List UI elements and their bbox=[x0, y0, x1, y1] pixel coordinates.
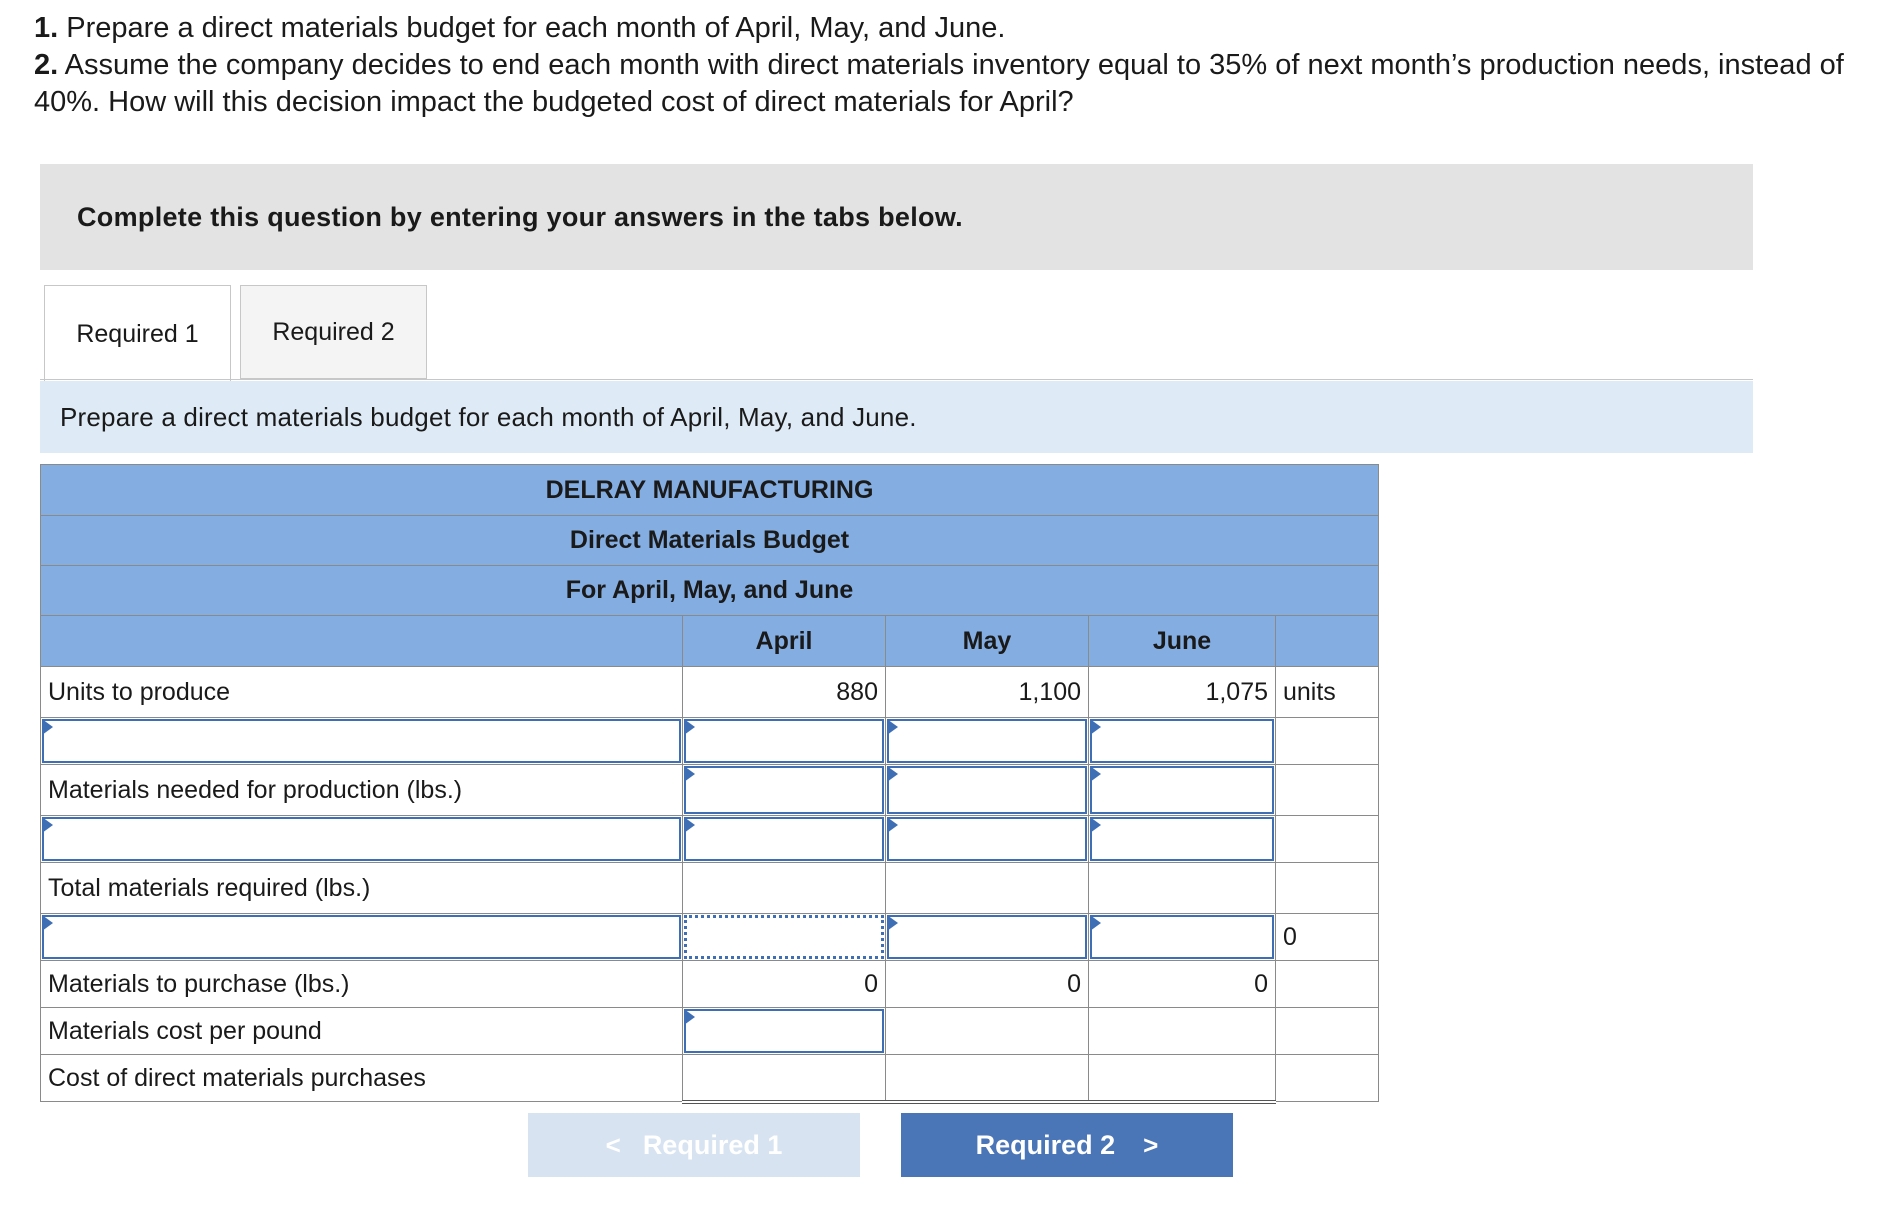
table-row bbox=[41, 961, 1379, 1008]
direct-materials-budget-table bbox=[40, 464, 1379, 1104]
april-input[interactable] bbox=[683, 816, 886, 863]
cell-june bbox=[1089, 1008, 1276, 1055]
cell-unit: units bbox=[1276, 667, 1379, 718]
table-row bbox=[41, 914, 1379, 961]
chevron-right-icon: > bbox=[1143, 1129, 1159, 1160]
row-label: Units to produce bbox=[41, 667, 683, 718]
cell-april: 0 bbox=[683, 961, 886, 1008]
cell-unit: 0 bbox=[1276, 914, 1379, 961]
cell-may: 1,100 bbox=[886, 667, 1089, 718]
prompt-text: Prepare a direct materials budget for each month of April, May, and June. bbox=[60, 401, 917, 432]
april-input[interactable] bbox=[683, 718, 886, 765]
column-header-april: April bbox=[683, 616, 886, 667]
next-required-2-button[interactable] bbox=[901, 1113, 1233, 1177]
cell-april bbox=[683, 863, 886, 914]
column-header-unit bbox=[1276, 616, 1379, 667]
question-2 bbox=[34, 47, 1884, 121]
row-label: Materials to purchase (lbs.) bbox=[41, 961, 683, 1008]
cell-unit bbox=[1276, 816, 1379, 863]
question-1 bbox=[34, 10, 1884, 47]
june-input[interactable] bbox=[1089, 816, 1276, 863]
april-input-focused[interactable] bbox=[683, 914, 886, 961]
cell-june bbox=[1089, 863, 1276, 914]
may-input[interactable] bbox=[886, 718, 1089, 765]
table-row bbox=[41, 667, 1379, 718]
cell-april: 880 bbox=[683, 667, 886, 718]
cell-may bbox=[886, 1008, 1089, 1055]
header-company-row bbox=[41, 465, 1379, 516]
cell-june: 1,075 bbox=[1089, 667, 1276, 718]
instruction-text: Complete this question by entering your answers in the tabs below. bbox=[77, 201, 963, 232]
row-label-input[interactable] bbox=[41, 718, 683, 765]
row-label: Cost of direct materials purchases bbox=[41, 1055, 683, 1102]
april-input[interactable] bbox=[683, 765, 886, 816]
prev-required-1-button[interactable] bbox=[528, 1113, 860, 1177]
cell-may: 0 bbox=[886, 961, 1089, 1008]
column-header-row bbox=[41, 616, 1379, 667]
table-row bbox=[41, 1055, 1379, 1102]
cell-may bbox=[886, 1055, 1089, 1102]
row-label: Materials needed for production (lbs.) bbox=[41, 765, 683, 816]
chevron-left-icon: < bbox=[605, 1129, 621, 1160]
april-cost-input[interactable] bbox=[683, 1008, 886, 1055]
cell-unit bbox=[1276, 1055, 1379, 1102]
may-input[interactable] bbox=[886, 765, 1089, 816]
prompt-banner bbox=[40, 381, 1753, 453]
may-input[interactable] bbox=[886, 914, 1089, 961]
row-label-input[interactable] bbox=[41, 816, 683, 863]
may-input[interactable] bbox=[886, 816, 1089, 863]
row-label-input[interactable] bbox=[41, 914, 683, 961]
column-header-blank bbox=[41, 616, 683, 667]
row-label: Materials cost per pound bbox=[41, 1008, 683, 1055]
prev-button-label: Required 1 bbox=[642, 1129, 783, 1160]
question-2-number: 2. bbox=[34, 49, 59, 81]
question-text bbox=[34, 10, 1884, 121]
table-row bbox=[41, 863, 1379, 914]
header-title-row bbox=[41, 516, 1379, 566]
company-name: DELRAY MANUFACTURING bbox=[41, 465, 1379, 516]
tab-required-1[interactable] bbox=[44, 285, 231, 382]
table-row bbox=[41, 765, 1379, 816]
question-2-text: Assume the company decides to end each month with direct materials inventory equal to 35% of next month’s production needs, instead of 40%. How will this decision impact the budgeted cost of direct materials for April? bbox=[34, 49, 1844, 118]
budget-period: For April, May, and June bbox=[41, 566, 1379, 616]
june-input[interactable] bbox=[1089, 718, 1276, 765]
table-row bbox=[41, 1008, 1379, 1055]
cell-unit bbox=[1276, 863, 1379, 914]
cell-unit bbox=[1276, 765, 1379, 816]
cell-june: 0 bbox=[1089, 961, 1276, 1008]
june-input[interactable] bbox=[1089, 914, 1276, 961]
instruction-banner bbox=[40, 164, 1753, 270]
column-header-june: June bbox=[1089, 616, 1276, 667]
column-header-may: May bbox=[886, 616, 1089, 667]
next-button-label: Required 2 bbox=[975, 1129, 1116, 1160]
tab-required-1-label: Required 1 bbox=[76, 319, 199, 348]
row-label: Total materials required (lbs.) bbox=[41, 863, 683, 914]
cell-unit bbox=[1276, 1008, 1379, 1055]
header-period-row bbox=[41, 566, 1379, 616]
june-input[interactable] bbox=[1089, 765, 1276, 816]
cell-unit bbox=[1276, 718, 1379, 765]
tab-required-2-label: Required 2 bbox=[272, 317, 395, 346]
table-row bbox=[41, 718, 1379, 765]
tab-divider bbox=[40, 379, 1753, 380]
question-1-number: 1. bbox=[34, 12, 59, 44]
cell-april bbox=[683, 1055, 886, 1102]
cell-unit bbox=[1276, 961, 1379, 1008]
cell-june bbox=[1089, 1055, 1276, 1102]
tab-required-2[interactable] bbox=[240, 285, 427, 379]
budget-title: Direct Materials Budget bbox=[41, 516, 1379, 566]
table-row bbox=[41, 816, 1379, 863]
cell-may bbox=[886, 863, 1089, 914]
question-1-text: Prepare a direct materials budget for each month of April, May, and June. bbox=[66, 12, 1006, 44]
